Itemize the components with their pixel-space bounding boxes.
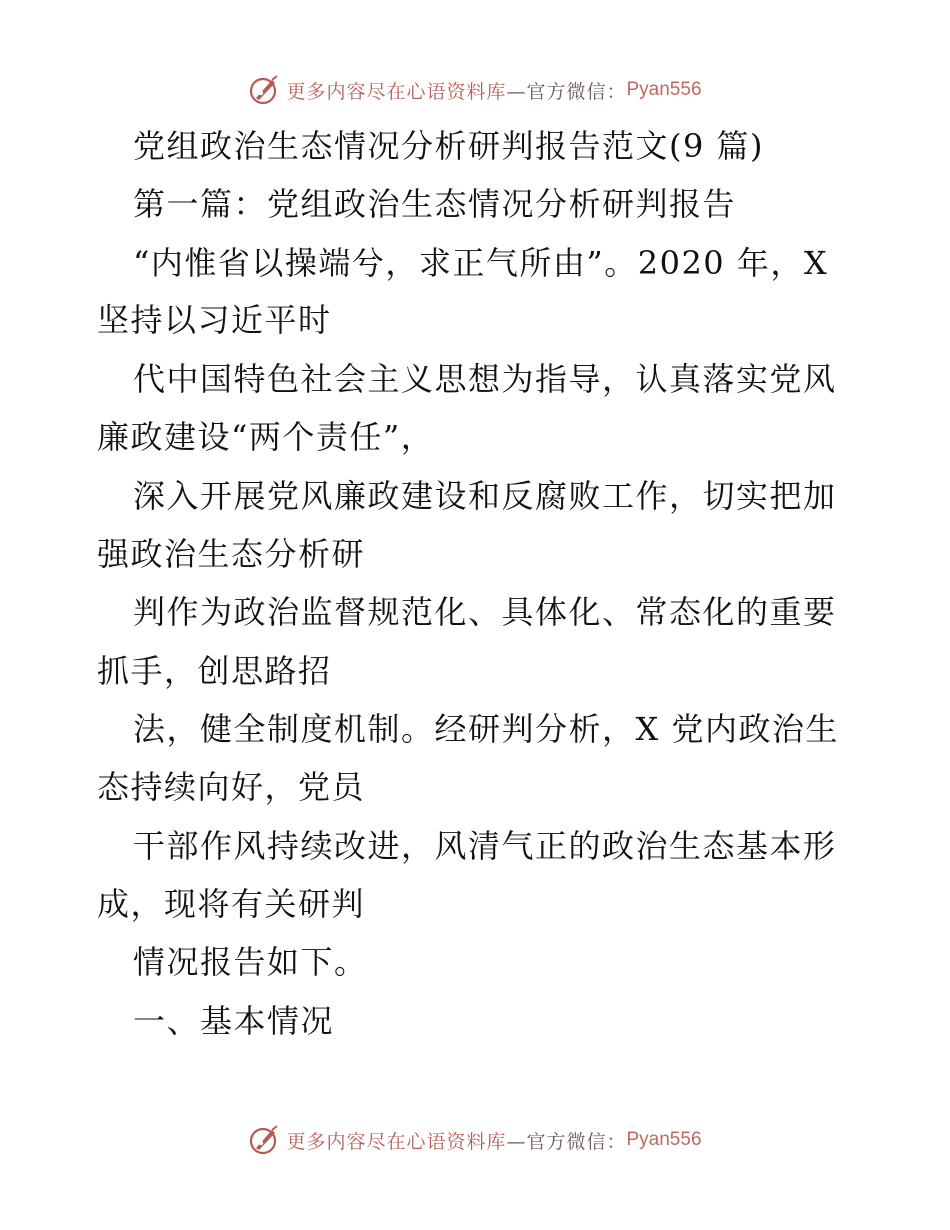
paragraph-line: 抓手，创思路招	[97, 652, 332, 690]
paragraph-line: 代中国特色社会主义思想为指导，认真落实党风	[133, 360, 837, 398]
watermark-site-name: 更多内容尽在心语资料库	[286, 80, 507, 103]
paragraph-line: 干部作风持续改进，风清气正的政治生态基本形	[133, 827, 837, 865]
watermark-wechat-label: —官方微信：	[506, 80, 627, 103]
watermark-wechat-handle: Pyan556	[626, 79, 702, 100]
paragraph-line: 深入开展党风廉政建设和反腐败工作，切实把加	[133, 477, 837, 515]
footer-watermark	[0, 1120, 950, 1160]
section-heading: 第一篇：党组政治生态情况分析研判报告	[133, 185, 737, 223]
paragraph-line: 成，现将有关研判	[97, 885, 366, 923]
paragraph-line: 情况报告如下。	[133, 943, 368, 981]
subsection-heading: 一、基本情况	[133, 1002, 335, 1040]
paragraph-line: “内惟省以操端兮，求正气所由”。2020 年，X	[133, 244, 829, 282]
watermark-wechat-label: —官方微信：	[506, 1130, 627, 1153]
watermark-wechat-handle: Pyan556	[626, 1129, 702, 1150]
header-watermark	[0, 70, 950, 110]
quill-pen-circle-icon	[248, 74, 280, 106]
paragraph-line: 法，健全制度机制。经研判分析，X 党内政治生	[133, 710, 839, 748]
paragraph-line: 判作为政治监督规范化、具体化、常态化的重要	[133, 593, 837, 631]
paragraph-line: 态持续向好，党员	[97, 768, 366, 806]
paragraph-line: 廉政建设“两个责任”，	[97, 418, 435, 456]
paragraph-line: 强政治生态分析研	[97, 535, 366, 573]
paragraph-line: 坚持以习近平时	[97, 301, 332, 339]
document-title: 党组政治生态情况分析研判报告范文(9 篇)	[133, 127, 765, 165]
quill-pen-circle-icon	[248, 1124, 280, 1156]
watermark-site-name: 更多内容尽在心语资料库	[286, 1130, 507, 1153]
